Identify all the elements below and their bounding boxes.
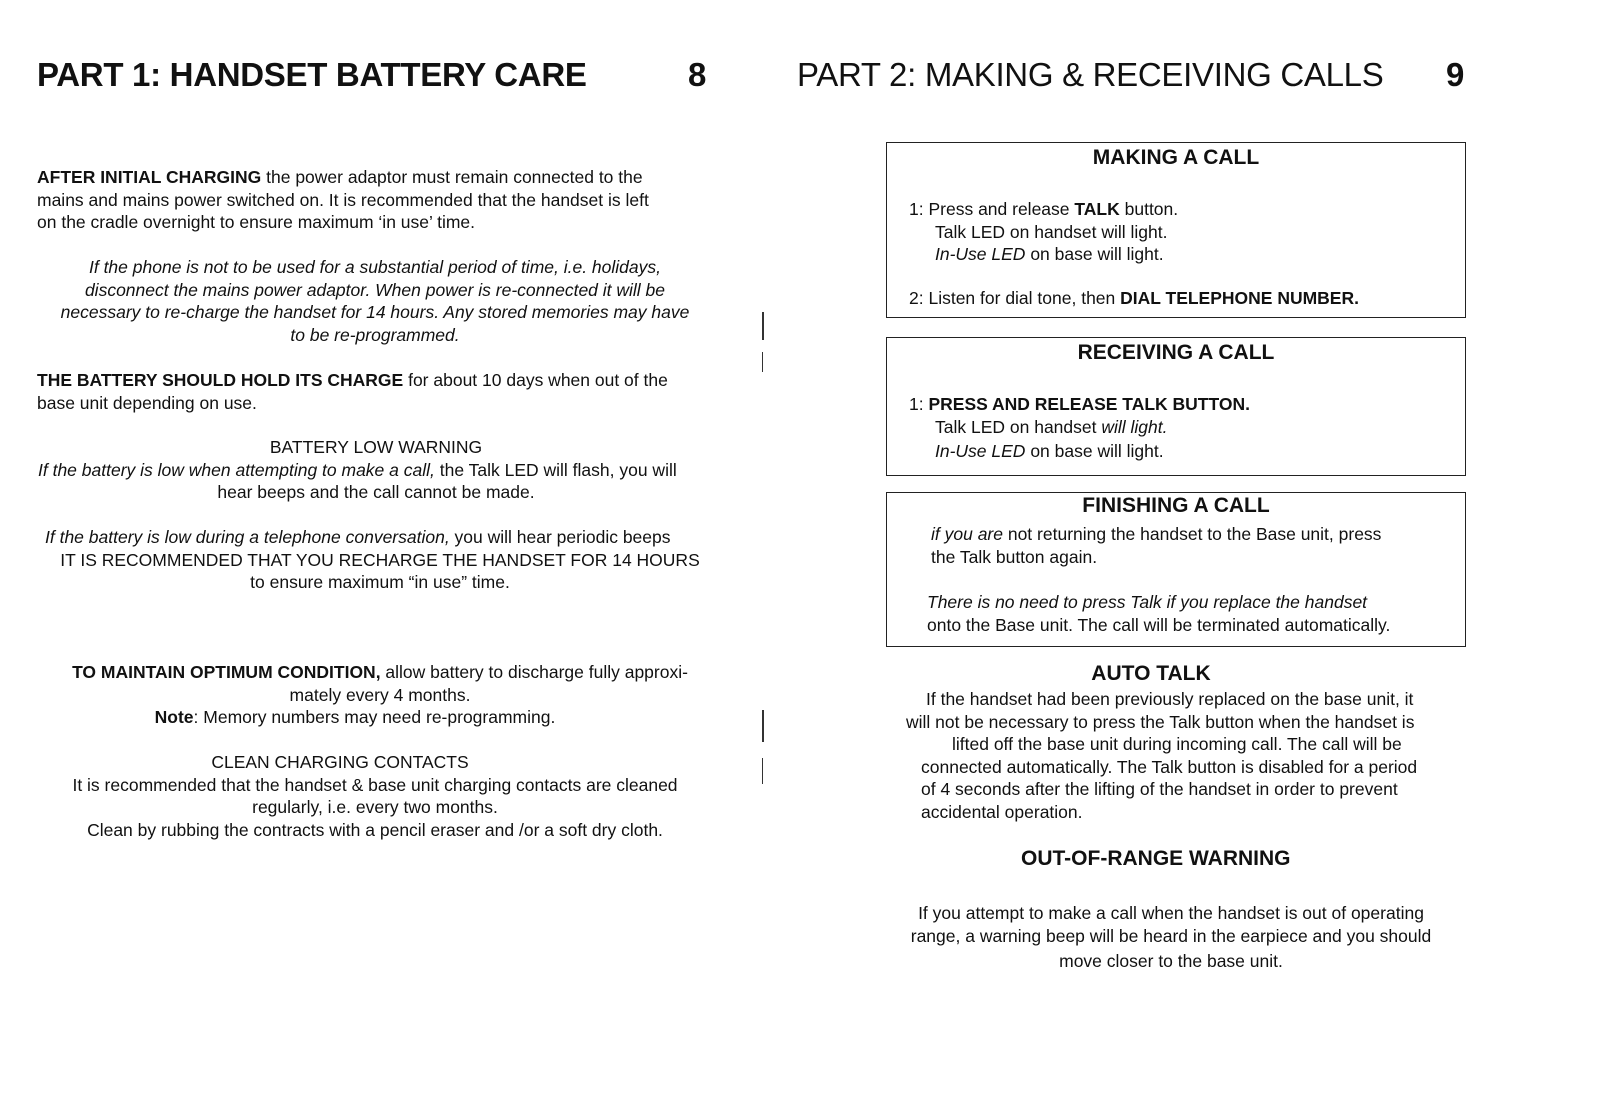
after-initial-lead: AFTER INITIAL CHARGING — [37, 167, 262, 187]
during-call-line3: to ensure maximum “in use” time. — [250, 572, 510, 592]
battery-low-text: the Talk LED will flash, you will — [434, 459, 677, 480]
auto-talk-line6: accidental operation. — [921, 801, 1083, 822]
making-step-1-line3-italic: In-Use LED — [935, 244, 1026, 264]
auto-talk-paragraph — [900, 688, 1470, 823]
optimum-line2: mately every 4 months. — [289, 684, 471, 705]
note-text: : Memory numbers may need re-programming. — [193, 707, 556, 727]
making-step-1-bold: TALK — [1074, 199, 1120, 219]
during-call-text: you will hear periodic beeps — [449, 527, 671, 547]
storage-note-line4: to be re-programmed. — [290, 324, 460, 345]
making-step-1-text: Press and release — [928, 199, 1075, 219]
during-call-paragraph — [30, 526, 730, 594]
right-page-title: PART 2: MAKING & RECEIVING CALLS — [797, 56, 1384, 93]
out-of-range-title: OUT-OF-RANGE WARNING — [1021, 847, 1291, 870]
making-step-2-text: Listen for dial tone, then — [928, 288, 1121, 308]
auto-talk-line4: connected automatically. The Talk button is disabled for a period — [921, 756, 1418, 777]
making-step-1-number: 1: — [909, 199, 929, 219]
making-step-1-line2: Talk LED on handset will light. — [935, 221, 1168, 242]
right-page-number: 9 — [1446, 56, 1465, 93]
receiving-line3-text: on base will light. — [1025, 441, 1164, 461]
gutter-mark — [762, 312, 764, 340]
auto-talk-line1: If the handset had been previously replaced on the base unit, it — [926, 689, 1414, 709]
during-call-italic: If the battery is low during a telephone conversation, — [45, 527, 450, 547]
battery-low-warning-heading: BATTERY LOW WARNING — [269, 437, 483, 457]
left-page-number: 8 — [688, 56, 707, 93]
after-initial-charging-paragraph — [37, 166, 737, 234]
gutter-mark — [762, 352, 763, 372]
finishing-a-call-title: FINISHING A CALL — [1082, 494, 1270, 517]
gutter-mark — [762, 710, 764, 742]
auto-talk-title: AUTO TALK — [1091, 662, 1211, 685]
storage-note-line1: If the phone is not to be used for a substantial period of time, i.e. holidays, — [88, 257, 661, 277]
finishing-p1-text: not returning the handset to the Base unit, press — [1002, 524, 1382, 544]
battery-hold-line2: base unit depending on use. — [37, 392, 257, 413]
making-step-1 — [909, 198, 1178, 266]
making-step-1-line3-text: on base will light. — [1025, 244, 1164, 264]
battery-hold-lead: THE BATTERY SHOULD HOLD ITS CHARGE — [37, 370, 404, 390]
auto-talk-line3: lifted off the base unit during incoming call. The call will be — [952, 734, 1402, 754]
receiving-a-call-box — [886, 337, 1466, 476]
receiving-line2-italic: will light. — [1101, 416, 1168, 437]
auto-talk-line2: will not be necessary to press the Talk button when the handset is — [906, 711, 1415, 732]
clean-contacts-heading: CLEAN CHARGING CONTACTS — [211, 752, 469, 772]
finishing-p1-line2: the Talk button again. — [931, 546, 1098, 567]
receiving-step-1 — [909, 393, 1250, 463]
receiving-line3-italic: In-Use LED — [935, 441, 1026, 461]
receiving-step-1-bold: PRESS AND RELEASE TALK BUTTON. — [928, 394, 1250, 414]
optimum-condition-paragraph — [30, 661, 730, 729]
left-page-title: PART 1: HANDSET BATTERY CARE — [37, 56, 587, 93]
after-initial-text: the power adaptor must remain connected to the — [261, 167, 643, 187]
clean-contacts-line3: Clean by rubbing the contracts with a pencil eraser and /or a soft dry cloth. — [87, 819, 663, 840]
making-step-2-bold: DIAL TELEPHONE NUMBER. — [1120, 288, 1359, 308]
receiving-step-1-number: 1: — [909, 394, 929, 414]
finishing-p1-italic: if you are — [931, 524, 1003, 544]
making-a-call-title: MAKING A CALL — [1092, 146, 1260, 169]
after-initial-line2: mains and mains power switched on. It is recommended that the handset is left — [37, 189, 649, 210]
battery-low-italic: If the battery is low when attempting to make a call, — [38, 459, 435, 480]
note-label: Note — [154, 707, 194, 727]
auto-talk-line5: of 4 seconds after the lifting of the handset in order to prevent — [921, 779, 1398, 799]
out-of-range-paragraph — [886, 902, 1456, 973]
during-call-line2: IT IS RECOMMENDED THAT YOU RECHARGE THE HANDSET FOR 14 HOURS — [60, 549, 700, 570]
battery-low-warning-section — [30, 436, 722, 504]
receiving-line2-text: Talk LED on handset — [935, 416, 1102, 437]
optimum-lead: TO MAINTAIN OPTIMUM CONDITION, — [72, 662, 381, 682]
battery-hold-text: for about 10 days when out of the — [403, 370, 668, 390]
clean-contacts-line1: It is recommended that the handset & base unit charging contacts are cleaned — [72, 774, 678, 795]
clean-contacts-line2: regularly, i.e. every two months. — [252, 797, 498, 817]
storage-note-paragraph — [30, 256, 720, 346]
making-step-2 — [909, 287, 1359, 310]
out-of-range-line2: range, a warning beep will be heard in the earpiece and you should — [910, 925, 1432, 946]
receiving-a-call-title: RECEIVING A CALL — [1077, 341, 1275, 364]
battery-low-line2: hear beeps and the call cannot be made. — [217, 482, 535, 502]
making-a-call-box — [886, 142, 1466, 318]
finishing-paragraph-2 — [927, 591, 1390, 636]
clean-contacts-section — [30, 751, 720, 841]
finishing-paragraph-1 — [931, 523, 1381, 568]
battery-hold-paragraph — [37, 369, 737, 414]
finishing-p2-italic: There is no need to press Talk if you replace the handset — [927, 592, 1368, 612]
finishing-a-call-box — [886, 492, 1466, 647]
out-of-range-line1: If you attempt to make a call when the handset is out of operating — [918, 903, 1424, 923]
making-step-1-text-end: button. — [1119, 199, 1179, 219]
storage-note-line2: disconnect the mains power adaptor. When power is re-connected it will be — [84, 279, 666, 300]
gutter-mark — [762, 758, 763, 784]
optimum-text: allow battery to discharge fully approxi- — [380, 662, 688, 682]
finishing-p2-line2: onto the Base unit. The call will be terminated automatically. — [927, 614, 1391, 635]
making-step-2-number: 2: — [909, 288, 929, 308]
storage-note-line3: necessary to re-charge the handset for 14 hours. Any stored memories may have — [60, 302, 690, 322]
out-of-range-line3: move closer to the base unit. — [1059, 951, 1283, 971]
after-initial-line3: on the cradle overnight to ensure maximum ‘in use’ time. — [37, 212, 476, 232]
